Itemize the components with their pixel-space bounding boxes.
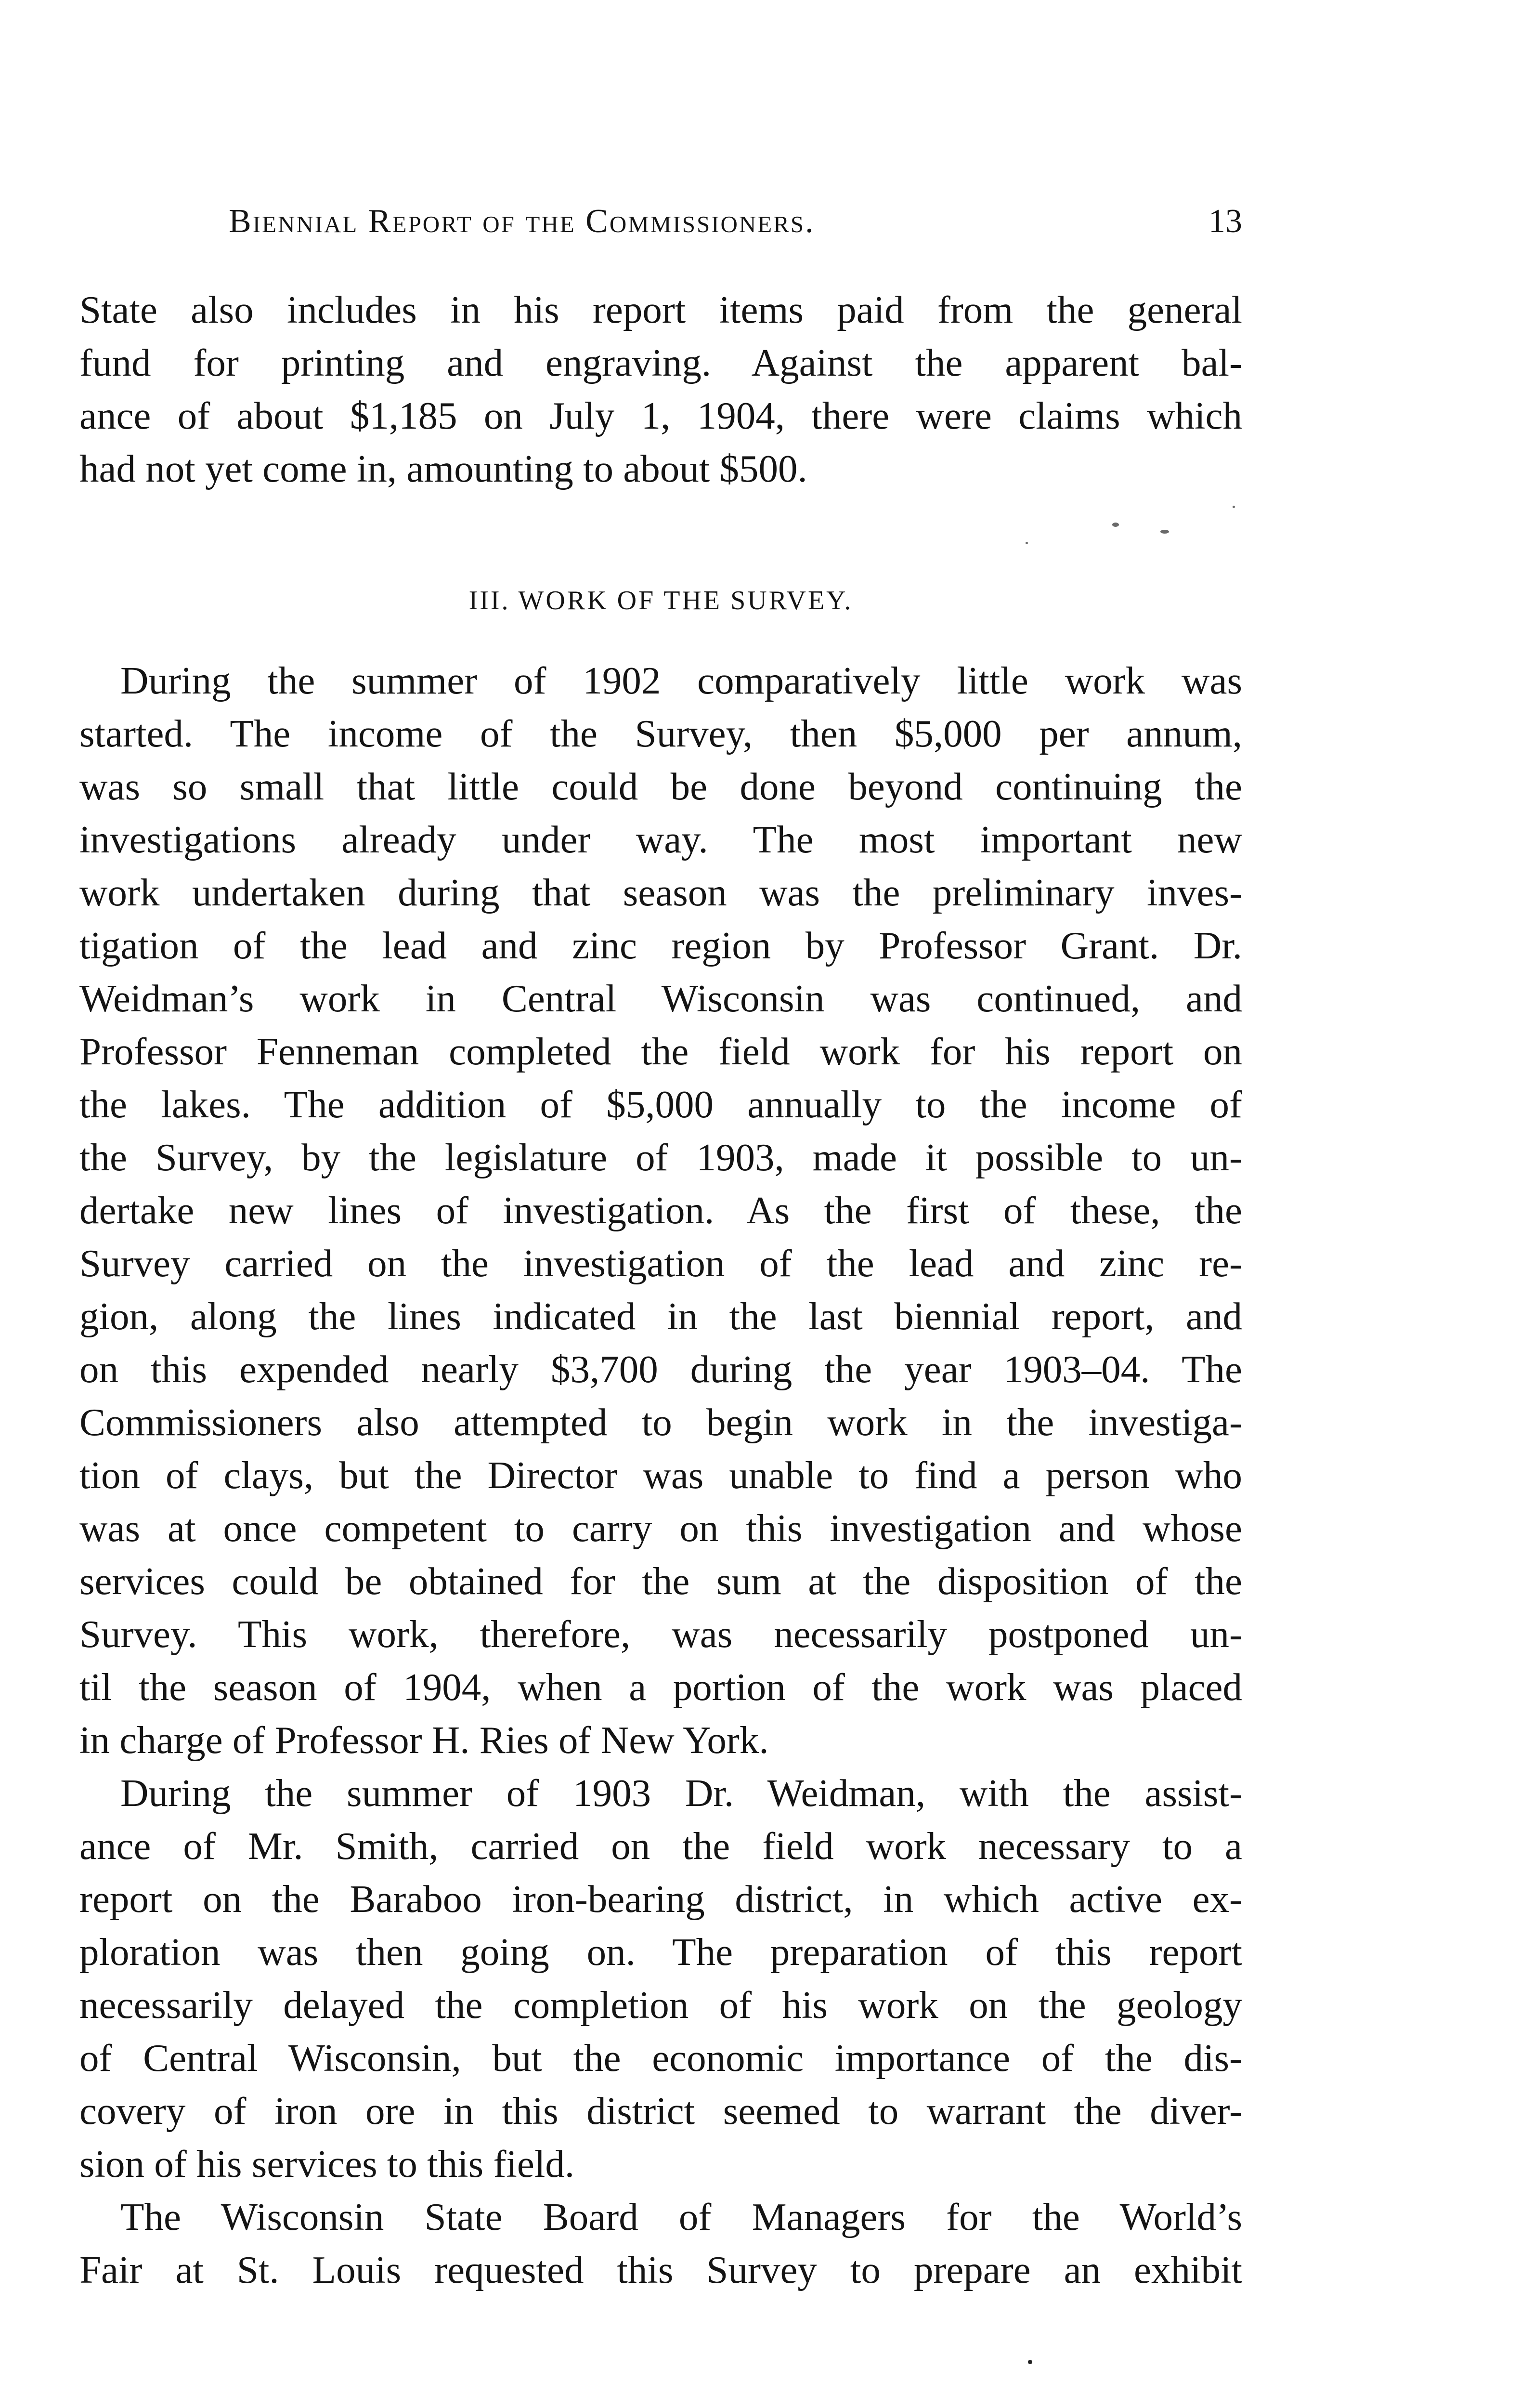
text-line: State also includes in his report items paid from the general xyxy=(79,288,1242,331)
scan-speck xyxy=(1026,542,1028,544)
text-line: The Wisconsin State Board of Managers for the World’s xyxy=(120,2195,1242,2238)
text-line: ploration was then going on. The preparation of this report xyxy=(79,1930,1242,1974)
text-line: Fair at St. Louis requested this Survey to prepare an exhibit xyxy=(79,2248,1242,2291)
text-line: the lakes. The addition of $5,000 annually to the income of xyxy=(79,1083,1242,1126)
scan-speck xyxy=(1160,530,1169,534)
section-heading: III. WORK OF THE SURVEY. xyxy=(468,586,853,615)
text-line: necessarily delayed the completion of his work on the geology xyxy=(79,1983,1242,2027)
text-line: ance of about $1,185 on July 1, 1904, there were claims which xyxy=(79,394,1242,437)
text-line: Professor Fenneman completed the field work for his report on xyxy=(79,1030,1242,1073)
scan-speck xyxy=(1112,523,1119,527)
text-line: services could be obtained for the sum at the disposition of the xyxy=(79,1559,1242,1603)
text-line: During the summer of 1902 comparatively little work was xyxy=(120,659,1242,702)
text-line: had not yet come in, amounting to about $500. xyxy=(79,447,807,490)
text-line: gion, along the lines indicated in the last biennial report, and xyxy=(79,1295,1242,1338)
text-line: the Survey, by the legislature of 1903, made it possible to un- xyxy=(79,1136,1242,1179)
document-page xyxy=(79,0,1242,2408)
text-line: Commissioners also attempted to begin work in the investiga- xyxy=(79,1400,1242,1444)
running-head: Biennial Report of the Commissioners. xyxy=(229,203,815,240)
text-line: Survey carried on the investigation of the lead and zinc re- xyxy=(79,1242,1242,1285)
text-line: started. The income of the Survey, then $5,000 per annum, xyxy=(79,712,1242,755)
text-line: ance of Mr. Smith, carried on the field work necessary to a xyxy=(79,1824,1242,1868)
text-line: was at once competent to carry on this investigation and whose xyxy=(79,1506,1242,1550)
text-line: tion of clays, but the Director was unable to find a person who xyxy=(79,1453,1242,1497)
scan-speck xyxy=(1233,506,1235,508)
text-line: sion of his services to this field. xyxy=(79,2142,575,2186)
text-line: in charge of Professor H. Ries of New York. xyxy=(79,1718,769,1762)
text-line: tigation of the lead and zinc region by Professor Grant. Dr. xyxy=(79,924,1242,967)
text-line: During the summer of 1903 Dr. Weidman, with the assist- xyxy=(120,1771,1242,1815)
page-header xyxy=(79,202,1242,246)
text-line: on this expended nearly $3,700 during the year 1903–04. The xyxy=(79,1348,1242,1391)
page-number: 13 xyxy=(1208,203,1242,240)
text-line: work undertaken during that season was the preliminary inves- xyxy=(79,871,1242,914)
text-line: Weidman’s work in Central Wisconsin was continued, and xyxy=(79,977,1242,1020)
text-line: investigations already under way. The most important new xyxy=(79,818,1242,861)
text-line: dertake new lines of investigation. As the first of these, the xyxy=(79,1189,1242,1232)
text-line: covery of iron ore in this district seemed to warrant the diver- xyxy=(79,2089,1242,2133)
text-line: Survey. This work, therefore, was necessarily postponed un- xyxy=(79,1612,1242,1656)
text-line: til the season of 1904, when a portion of the work was placed xyxy=(79,1665,1242,1709)
text-line: was so small that little could be done beyond continuing the xyxy=(79,765,1242,808)
text-line: fund for printing and engraving. Against the apparent bal- xyxy=(79,341,1242,384)
text-line: report on the Baraboo iron-bearing district, in which active ex- xyxy=(79,1877,1242,1921)
text-line: of Central Wisconsin, but the economic importance of the dis- xyxy=(79,2036,1242,2080)
scan-speck xyxy=(1028,2360,1032,2364)
